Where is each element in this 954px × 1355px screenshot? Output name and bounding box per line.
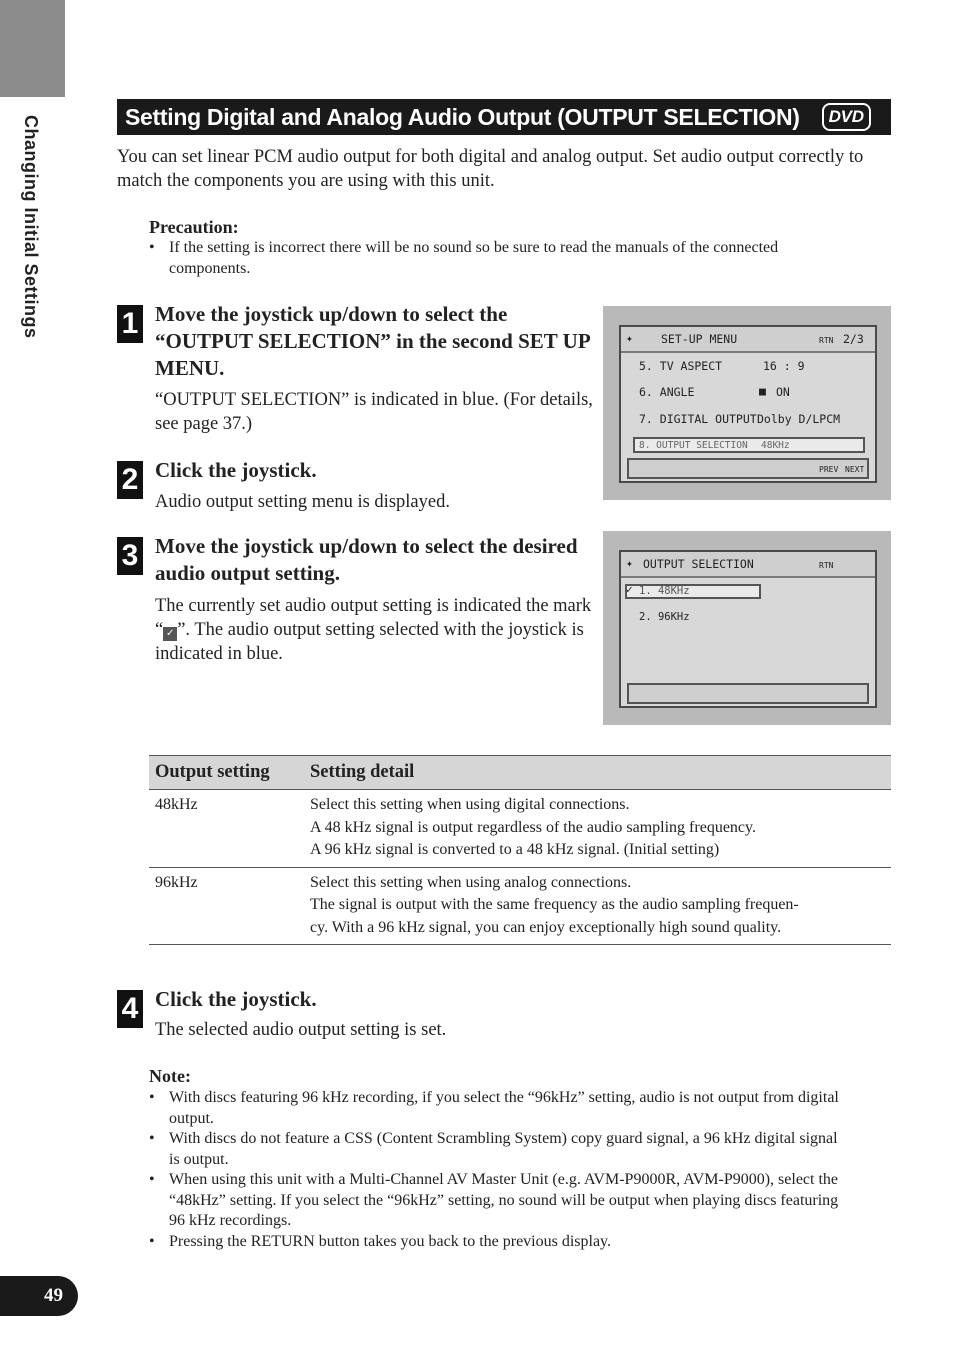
bullet-dot: • (149, 1233, 155, 1250)
screen2-rtn: RTN (819, 561, 834, 570)
step-1-body: “OUTPUT SELECTION” is indicated in blue. (For details, see page 37.) (155, 390, 593, 434)
table-cell-detail: Select this setting when using digital connections. A 48 kHz signal is output regardless of the audio sampling frequency. A 96 kHz signal is converted to a 48 kHz signal. (Initial setting) (304, 790, 891, 868)
note-item: • With discs featuring 96 kHz recording, if you select the “96kHz” setting, audio is not output from digital output. (149, 1089, 839, 1127)
step-2-body: Audio output setting menu is displayed. (155, 492, 450, 512)
side-tab-block (0, 0, 65, 97)
screen1-footer (627, 458, 869, 479)
table-header-row (149, 756, 891, 790)
table-cell-detail: Select this setting when using analog connections. The signal is output with the same frequency as the audio sampling frequen- cy. With a 96 kHz signal, you can enjoy exceptionally high sound quality. (304, 867, 891, 945)
next-label: NEXT (845, 465, 865, 474)
note-item: • When using this unit with a Multi-Channel AV Master Unit (e.g. AVM-P9000R, AVM-P9000), select the “48kHz” setting. If you select the “96kHz” setting, no sound will be output when playing discs featuring 96 kHz recordings. (149, 1171, 839, 1229)
note-title: Note: (149, 1066, 191, 1086)
bullet-dot: • (149, 1130, 155, 1147)
step-3-heading: Move the joystick up/down to select the desired audio output setting. (155, 534, 578, 585)
table-cell-setting: 96kHz (149, 867, 304, 945)
precaution-item: • If the setting is incorrect there will be no sound so be sure to read the manuals of the connected components. (149, 239, 779, 277)
table-cell-setting: 48kHz (149, 790, 304, 868)
step-3-body: The currently set audio output setting is indicated the mark “ ✓ ”. The audio output setting selected with the joystick is indicated in blue. (155, 596, 592, 664)
menu-item-value: 48KHz (761, 440, 790, 451)
precaution-title: Precaution: (149, 217, 239, 237)
step-4-heading: Click the joystick. (155, 987, 317, 1011)
step-number-2: 2 (117, 461, 143, 499)
output-selection-screenshot (603, 531, 891, 725)
side-section-label: Changing Initial Settings (21, 115, 41, 339)
intro-paragraph: You can set linear PCM audio output for both digital and analog output. Set audio output correctly to match the components you are using with this unit. (117, 147, 864, 191)
tool-icon: ✦ (626, 331, 633, 345)
step-number-1: 1 (117, 305, 143, 343)
screen2-footer (627, 683, 869, 704)
current-setting-mark-icon: ✓ (626, 583, 633, 596)
table-row (149, 867, 891, 945)
output-setting-table (149, 755, 891, 945)
bullet-dot: • (149, 1089, 155, 1106)
current-setting-mark-icon: ✓ (163, 627, 177, 641)
bullet-dot: • (149, 239, 155, 256)
screen1-page: 2/3 (843, 332, 864, 346)
step-2-heading: Click the joystick. (155, 458, 317, 482)
menu-item-label: 6. ANGLE (639, 385, 695, 399)
section-title: Setting Digital and Analog Audio Output (OUTPUT SELECTION) (125, 103, 800, 130)
option-item: 2. 96KHz (639, 611, 690, 623)
menu-item-label: 7. DIGITAL OUTPUT (639, 412, 757, 426)
menu-item-label: 8. OUTPUT SELECTION (639, 440, 748, 451)
screen2-title: OUTPUT SELECTION (643, 557, 754, 571)
section-title-bar (117, 99, 891, 135)
table-row (149, 790, 891, 868)
note-item: • With discs do not feature a CSS (Content Scrambling System) copy guard signal, a 96 kHz digital signal is output. (149, 1130, 838, 1168)
bullet-dot: • (149, 1171, 155, 1188)
option-item: 1. 48KHz (639, 585, 690, 597)
page-number: 49 (0, 1276, 78, 1316)
table-header-cell: Output setting (149, 756, 304, 790)
menu-item-value: 16 : 9 (763, 359, 805, 373)
prev-label: PREV (819, 465, 839, 474)
menu-item-value: Dolby D/LPCM (757, 412, 841, 426)
menu-item-label: 5. TV ASPECT (639, 359, 723, 373)
step-4-body: The selected audio output setting is set. (155, 1020, 447, 1040)
screen1-rtn: RTN (819, 336, 834, 345)
step-number-4: 4 (117, 990, 143, 1028)
screen1-title: SET-UP MENU (661, 332, 738, 346)
setup-menu-screenshot (603, 306, 891, 500)
tool-icon: ✦ (626, 556, 633, 570)
note-item: • Pressing the RETURN button takes you back to the previous display. (149, 1232, 849, 1253)
camera-icon: ■ (759, 384, 766, 398)
menu-item-value: ON (776, 385, 790, 399)
step-number-3: 3 (117, 537, 143, 575)
step-1-heading: Move the joystick up/down to select the “OUTPUT SELECTION” in the second SET UP MENU. (155, 302, 590, 380)
table-header-cell: Setting detail (304, 756, 891, 790)
dvd-badge: DVD (822, 103, 871, 131)
